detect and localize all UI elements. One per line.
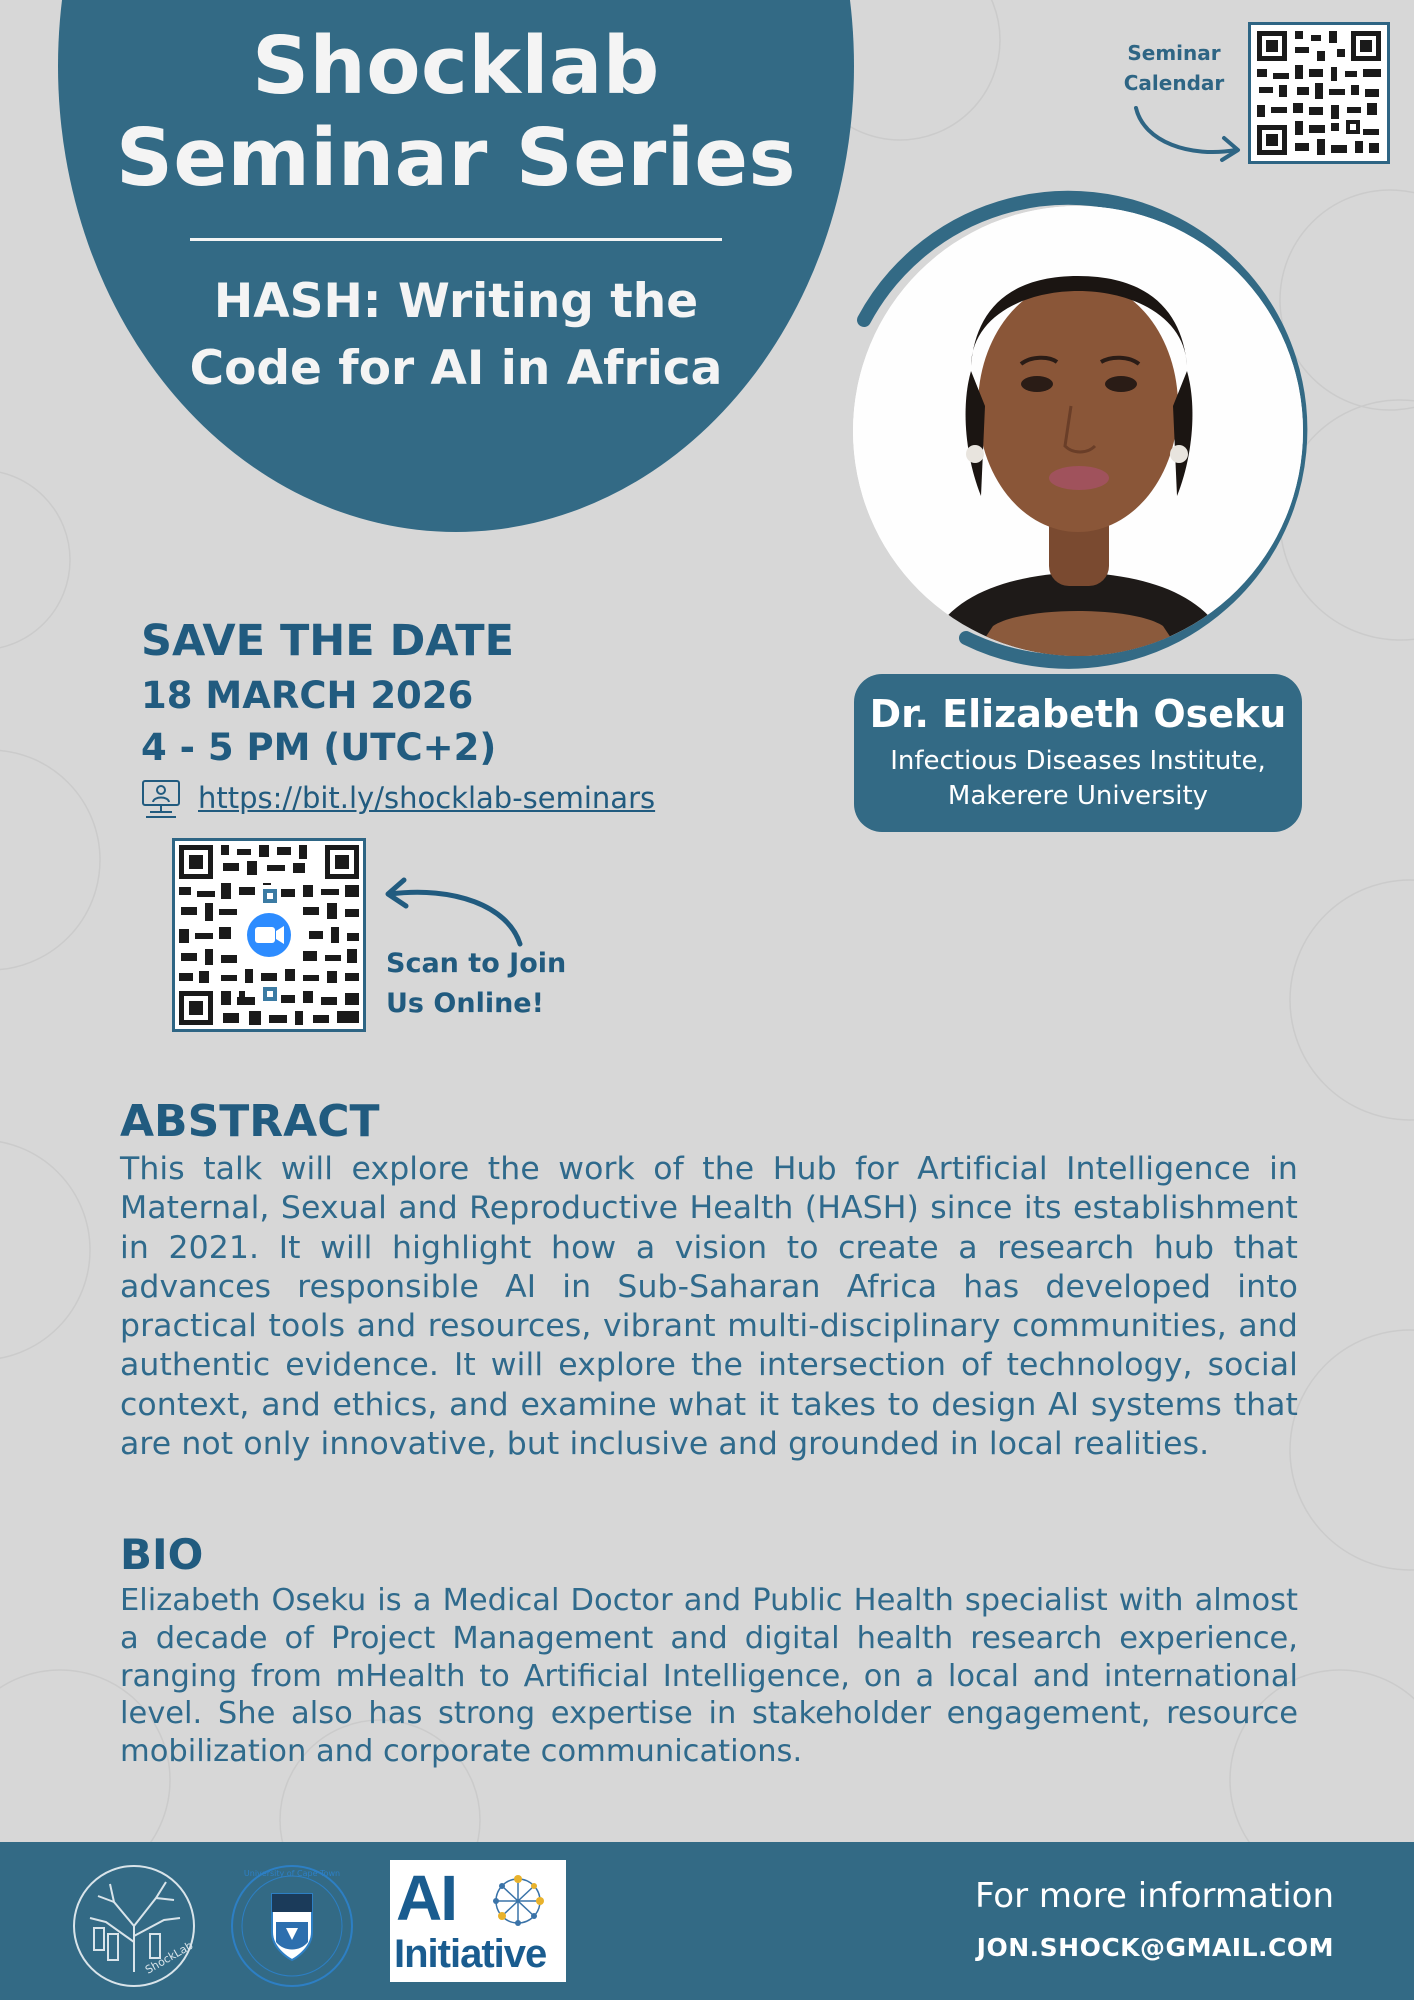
shocklab-logo bbox=[70, 1862, 198, 1990]
computer-user-icon bbox=[140, 778, 182, 820]
uct-logo bbox=[226, 1862, 358, 1990]
title-divider bbox=[190, 238, 722, 241]
bio-text: Elizabeth Oseku is a Medical Doctor and Public Health specialist with almost a decade of Project Management and digital health research experience, ranging from mHealth to Artificial Intelligence, on a local and international level. She also has strong expertise in stakeholder engagement, resource mobilization and corporate communications. bbox=[120, 1583, 1298, 1770]
event-date: 18 MARCH 2026 bbox=[141, 674, 474, 717]
contact-email[interactable]: JON.SHOCK@GMAIL.COM bbox=[976, 1933, 1334, 1962]
svg-text:ShockLab: ShockLab bbox=[143, 1938, 196, 1977]
bio-heading: BIO bbox=[120, 1530, 204, 1579]
save-the-date-heading: SAVE THE DATE bbox=[141, 616, 514, 666]
join-online-qr-code[interactable] bbox=[172, 838, 366, 1032]
abstract-heading: ABSTRACT bbox=[120, 1096, 380, 1147]
footer bbox=[0, 1842, 1414, 2000]
speaker-affiliation: Infectious Diseases Institute, Makerere University bbox=[890, 746, 1266, 811]
more-info-label: For more information bbox=[974, 1876, 1334, 1916]
curved-arrow-icon bbox=[380, 868, 530, 952]
curved-arrow-icon bbox=[1130, 100, 1248, 164]
seminar-link[interactable]: https://bit.ly/shocklab-seminars bbox=[198, 781, 656, 815]
seminar-calendar-qr-code[interactable] bbox=[1248, 22, 1390, 164]
seminar-series-title: Shocklab Seminar Series bbox=[115, 20, 796, 204]
abstract-text: This talk will explore the work of the Hub for Artificial Intelligence in Maternal, Sexual and Reproductive Health (HASH) since its establishment in 2021. It will highlight how a vision to create a research hub that advances responsible AI in Sub-Saharan Africa has developed into practical tools and resources, vibrant multi-disciplinary communities, and authentic evidence. It will explore the intersection of technology, social context, and ethics, and examine what it takes to design AI systems that are not only innovative, but inclusive and grounded in local realities. bbox=[120, 1151, 1298, 1463]
seminar-calendar-label: Seminar Calendar bbox=[1123, 41, 1225, 95]
speaker-name: Dr. Elizabeth Oseku bbox=[869, 692, 1287, 736]
scan-to-join-label: Scan to Join Us Online! bbox=[386, 948, 567, 1019]
svg-text:University of Cape Town: University of Cape Town bbox=[243, 1869, 341, 1878]
speaker-photo bbox=[853, 206, 1303, 656]
qr-code-icon bbox=[1251, 25, 1387, 161]
ai-initiative-logo: AI Initiative bbox=[390, 1860, 566, 1982]
talk-title: HASH: Writing the Code for AI in Africa bbox=[189, 274, 723, 396]
qr-code-icon bbox=[175, 841, 363, 1029]
speaker-card bbox=[854, 674, 1302, 832]
event-time: 4 - 5 PM (UTC+2) bbox=[141, 726, 497, 769]
